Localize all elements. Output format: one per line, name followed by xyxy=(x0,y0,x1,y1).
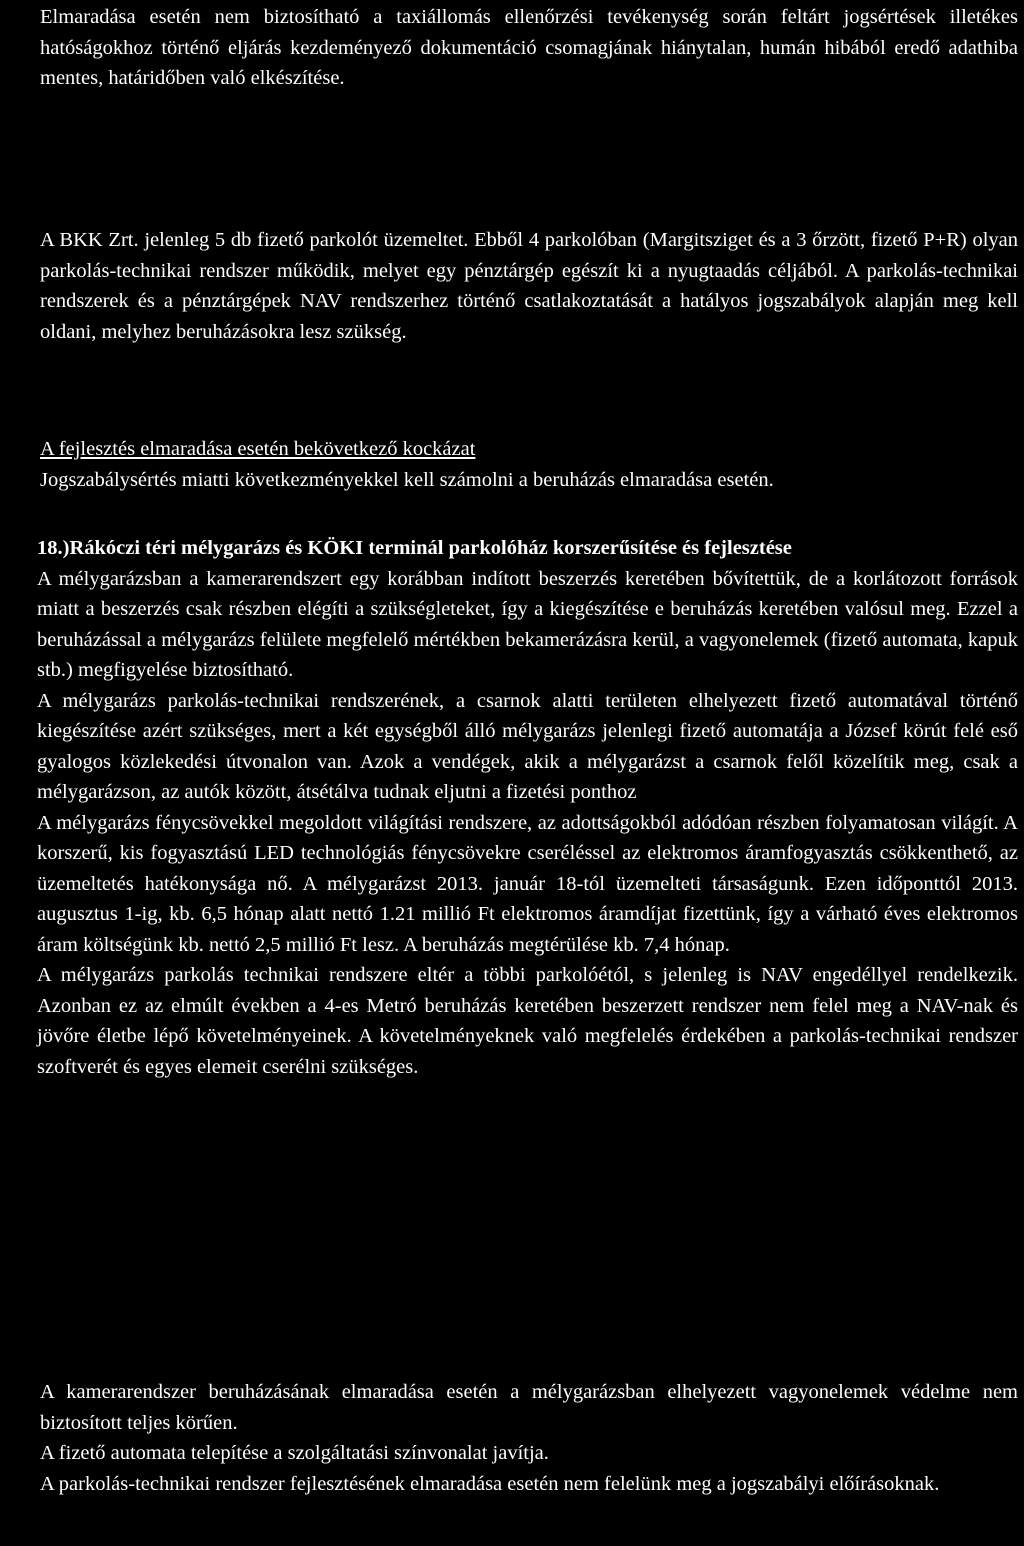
closing-paragraph-3: A parkolás-technikai rendszer fejlesztésének elmaradása esetén nem felelünk meg a jogszabályi előírásoknak. xyxy=(40,1472,940,1495)
section-18 xyxy=(37,533,1018,1082)
section-18-paragraph-4: A mélygarázs parkolás technikai rendszere eltér a többi parkolóétól, s jelenleg is NAV engedéllyel rendelkezik. Azonban ez az elmúlt években a 4-es Metró beruházás keretében beszerzett rendszer nem felel meg a NAV-nak és jövőre életbe lépő követelményeinek. A követelményeknek való megfelelés érdekében a parkolás-technikai rendszer szoftverét és egyes elemeit cserélni szükséges. xyxy=(37,964,1018,1078)
risk-section xyxy=(40,434,1018,495)
section-18-title: Rákóczi téri mélygarázs és KÖKI terminál parkolóház korszerűsítése és fejlesztése xyxy=(69,537,792,559)
risk-paragraph: Jogszabálysértés miatti következményekkel kell számolni a beruházás elmaradása esetén. xyxy=(40,468,774,491)
intro-section xyxy=(40,2,1018,94)
section-18-heading xyxy=(37,533,1018,564)
bkk-section xyxy=(40,225,1018,347)
bkk-paragraph: A BKK Zrt. jelenleg 5 db fizető parkolót üzemeltet. Ebből 4 parkolóban (Margitsziget és a 3 őrzött, fizető P+R) olyan parkolás-technikai rendszer működik, melyet egy pénztárgép egészít ki a nyugtaadás céljából. A parkolás-technikai rendszerek és a pénztárgépek NAV rendszerhez történő csatlakoztatását a hatályos jogszabályok alapján meg kell oldani, melyhez beruházásokra lesz szükség. xyxy=(40,229,1018,343)
closing-section xyxy=(40,1377,1018,1499)
section-18-number: 18.) xyxy=(37,537,70,559)
section-18-paragraph-1: A mélygarázsban a kamerarendszert egy korábban indított beszerzés keretében bővítettük, de a korlátozott források miatt a beszerzés csak részben elégíti a szükségleteket, így a kiegészítése e beruházás keretében valósul meg. Ezzel a beruházással a mélygarázs felülete megfelelő mértékben bekamerázásra kerül, a vagyonelemek (fizető automata, kapuk stb.) megfigyelése biztosítható. xyxy=(37,567,1018,681)
closing-paragraph-2: A fizető automata telepítése a szolgáltatási színvonalat javítja. xyxy=(40,1442,549,1464)
section-18-paragraph-3: A mélygarázs fénycsövekkel megoldott világítási rendszere, az adottságokból adódóan részben folyamatosan világít. A korszerű, kis fogyasztású LED technológiás fénycsövekre cseréléssel az elektromos áramfogyasztás csökkenthető, az üzemeltetés hatékonysága nő. A mélygarázst 2013. január 18-tól üzemelteti társaságunk. Ezen időponttól 2013. augusztus 1-ig, kb. 6,5 hónap alatt nettó 1.21 millió Ft elektromos áramdíjat fizettünk, így a várható éves elektromos áram költségünk kb. nettó 2,5 millió Ft lesz. A beruházás megtérülése kb. 7,4 hónap. xyxy=(37,811,1018,956)
section-18-paragraph-2: A mélygarázs parkolás-technikai rendszerének, a csarnok alatti területen elhelyezett fizető automatával történő kiegészítése azért szükséges, mert a két egységből álló mélygarázs jelenlegi fizető automatája a József körút felé eső gyalogos közlekedési útvonalon van. Azok a vendégek, akik a mélygarázst a csarnok felől közelítik meg, csak a mélygarázson, az autók között, átsétálva tudnak eljutni a fizetési ponthoz xyxy=(37,689,1018,803)
intro-paragraph: Elmaradása esetén nem biztosítható a taxiállomás ellenőrzési tevékenység során feltárt jogsértések illetékes hatóságokhoz történő eljárás kezdeményező dokumentáció csomagjának hiánytalan, humán hibából eredő adathiba mentes, határidőben való elkészítése. xyxy=(40,6,1018,89)
risk-heading: A fejlesztés elmaradása esetén bekövetkező kockázat xyxy=(40,438,476,460)
closing-paragraph-1: A kamerarendszer beruházásának elmaradása esetén a mélygarázsban elhelyezett vagyonelemek védelme nem biztosított teljes körűen. xyxy=(40,1381,1018,1434)
